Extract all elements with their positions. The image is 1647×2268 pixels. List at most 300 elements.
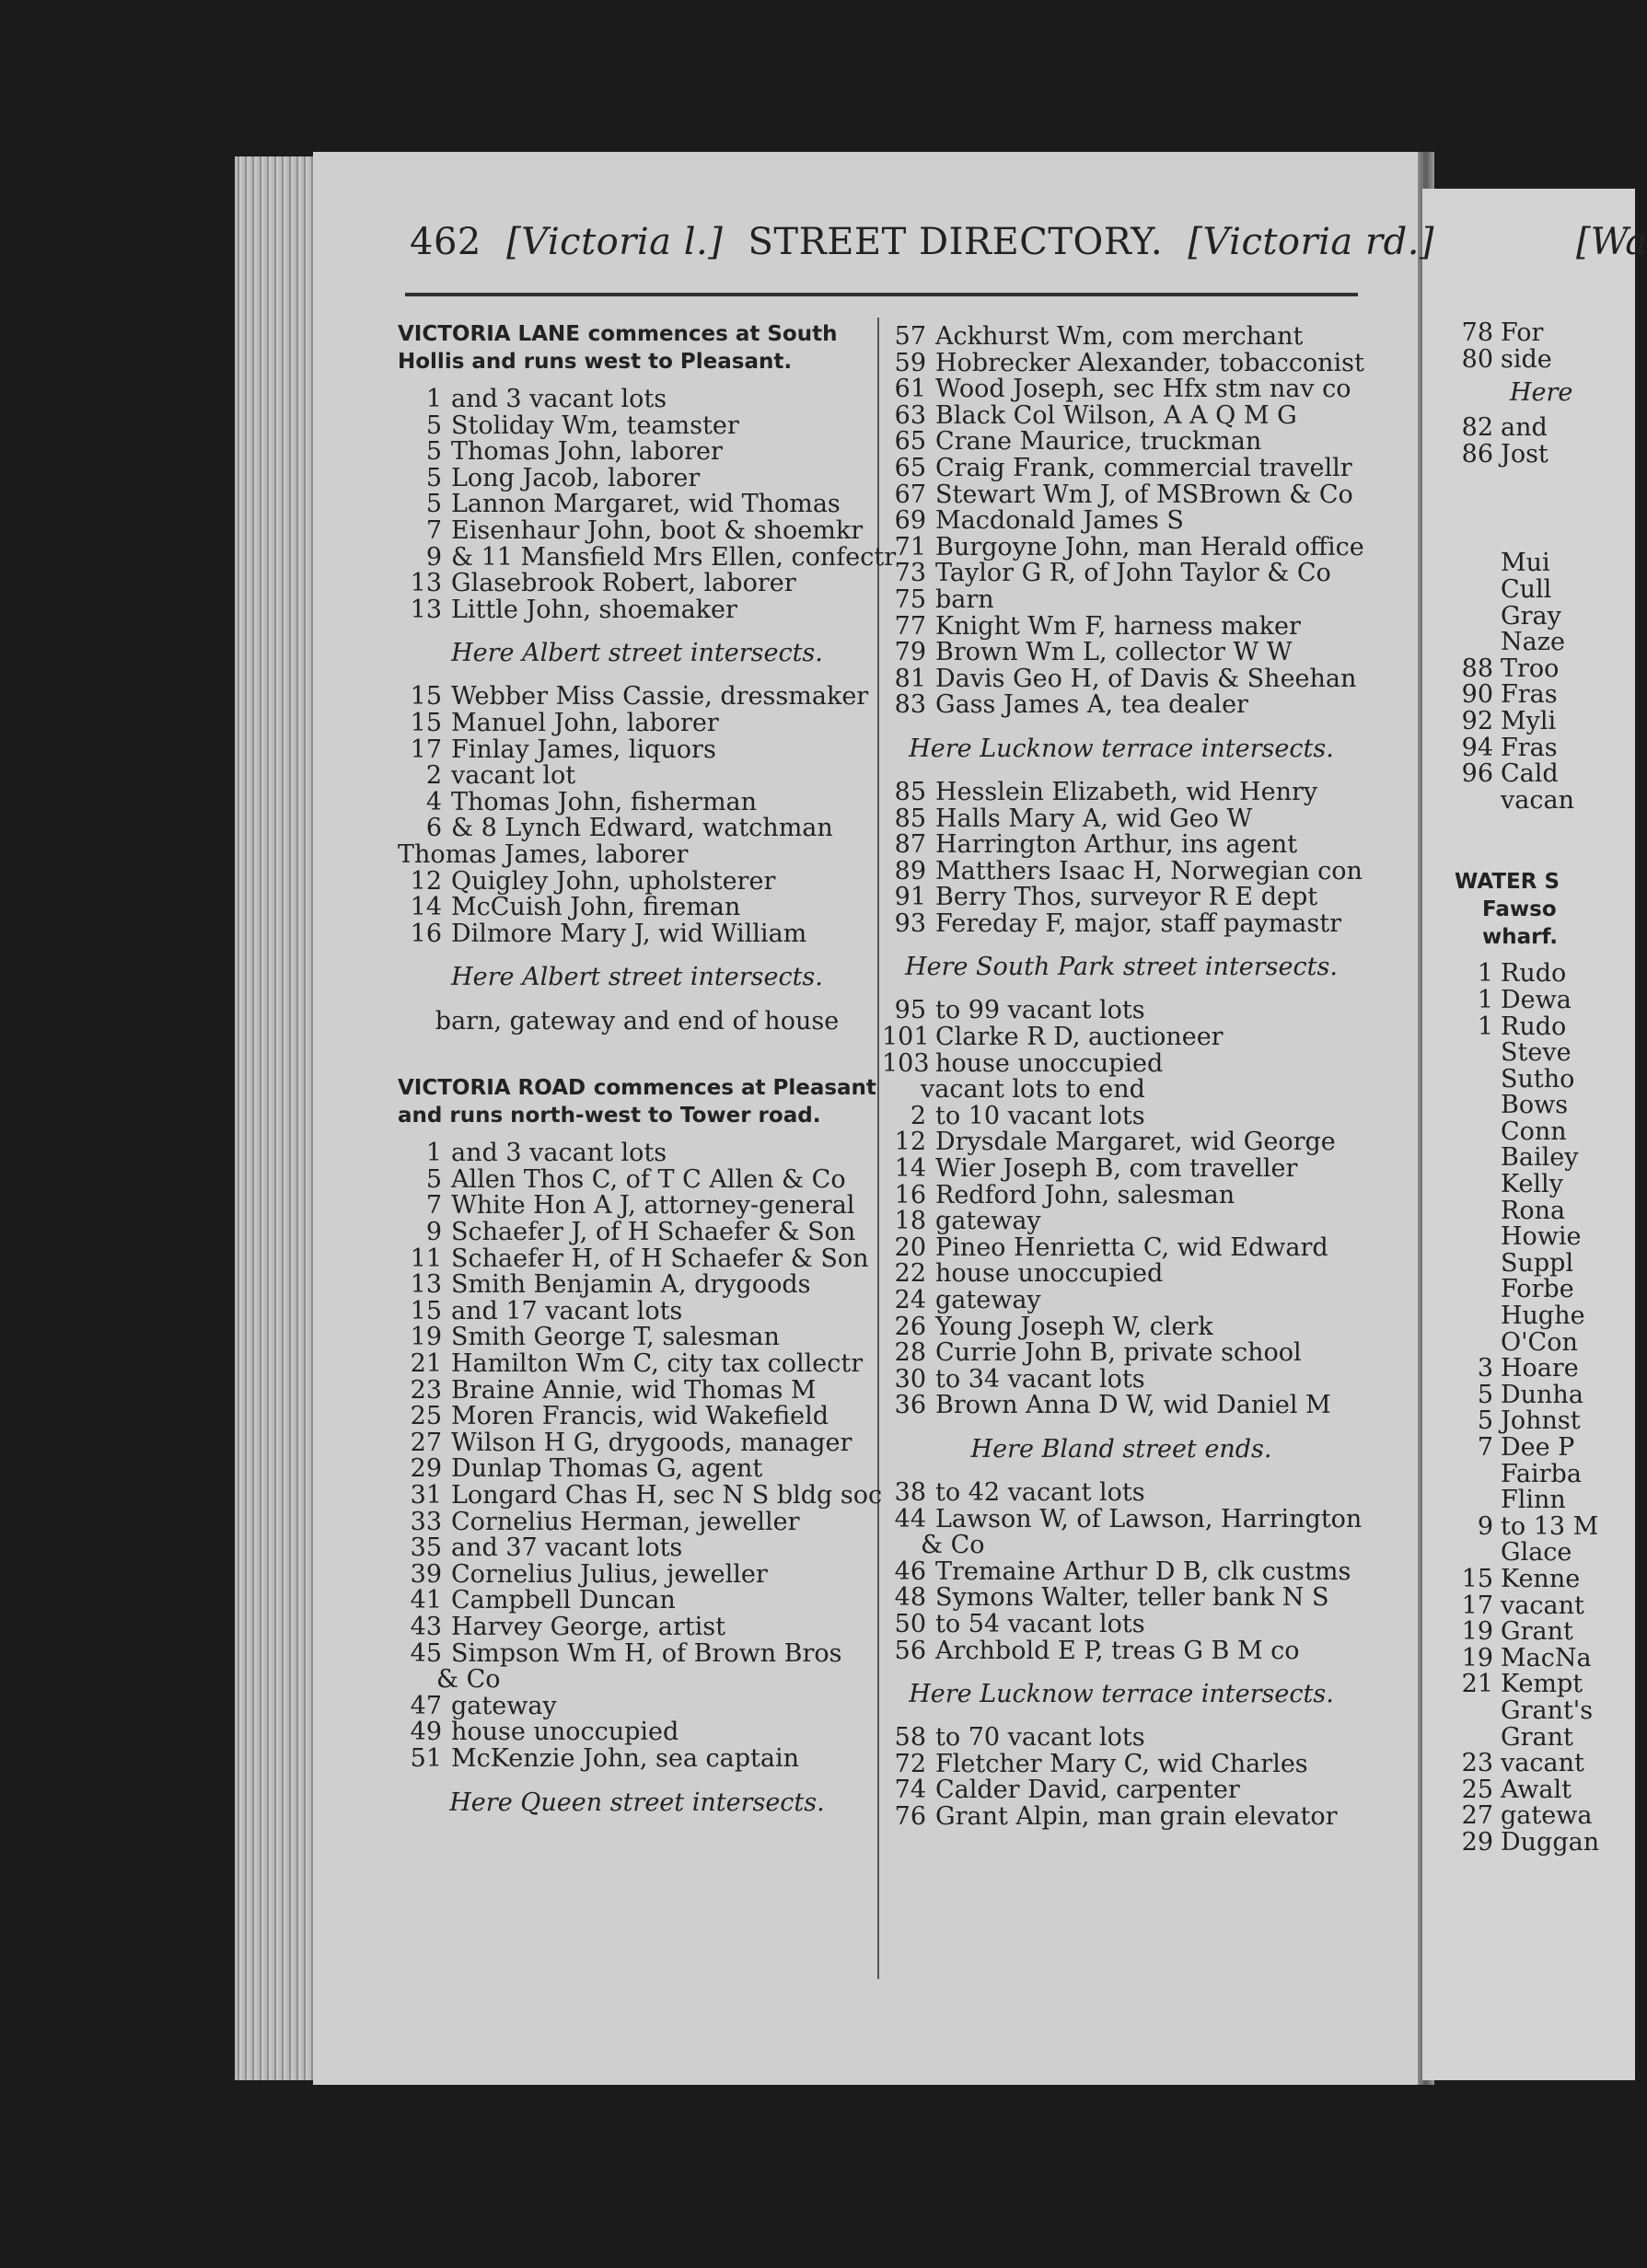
section-title: VICTORIA ROAD xyxy=(398,1076,586,1101)
list-item xyxy=(882,611,1361,641)
entry-text: McKenzie John, sea captain xyxy=(451,1743,800,1773)
entry-text: Black Col Wilson, A A Q M G xyxy=(935,400,1297,430)
house-number: 28 xyxy=(894,1338,926,1368)
list-item xyxy=(398,515,876,545)
house-number: 5 xyxy=(425,411,442,440)
entry-text: Fletcher Mary C, wid Charles xyxy=(935,1749,1308,1778)
fragment-line xyxy=(1455,1593,1599,1620)
fragment-line xyxy=(1455,1643,1599,1672)
house-number: 91 xyxy=(894,883,926,912)
entry-list xyxy=(882,1725,1361,1830)
house-number: 1 xyxy=(425,1139,442,1168)
list-item xyxy=(882,1585,1361,1612)
list-item xyxy=(398,1507,876,1536)
house-number: 20 xyxy=(894,1232,926,1262)
list-item xyxy=(882,1048,1361,1078)
fragment-text: Bows xyxy=(1501,1091,1569,1120)
fragment-text: Awalt xyxy=(1501,1775,1572,1804)
entry-text: Pineo Henrietta C, wid Edward xyxy=(935,1232,1328,1262)
house-number: 7 xyxy=(425,1191,442,1221)
house-number: 15 xyxy=(410,708,442,737)
house-number: 50 xyxy=(894,1609,926,1638)
intersection-note: Here Lucknow terrace intersects. xyxy=(909,1680,1334,1709)
list-item xyxy=(882,1288,1361,1314)
intersection-note: Here South Park street intersects. xyxy=(905,953,1338,982)
entry-text: and 3 vacant lots xyxy=(451,1139,667,1168)
fragment-line xyxy=(1455,1408,1599,1435)
entry-list xyxy=(398,684,876,842)
house-number: 57 xyxy=(894,322,926,351)
entry-text: Grant Alpin, man grain elevator xyxy=(935,1801,1338,1831)
fragment-text: Gray xyxy=(1501,601,1561,631)
entry-list xyxy=(398,1691,876,1773)
list-item xyxy=(398,1220,876,1246)
list-item xyxy=(882,348,1364,377)
entry-text: Eisenhaur John, boot & shoemkr xyxy=(451,515,864,545)
list-item xyxy=(398,463,876,492)
intersection-note: Here Bland street ends. xyxy=(970,1434,1272,1464)
fragment-line xyxy=(1455,550,1599,577)
fragment-line xyxy=(1455,1198,1599,1225)
list-item xyxy=(882,1232,1361,1262)
entry-text: house unoccupied xyxy=(935,1259,1164,1289)
fragment-text: Flinn xyxy=(1501,1486,1566,1515)
house-number: 45 xyxy=(410,1638,442,1668)
house-number: 72 xyxy=(894,1749,926,1778)
house-number: 88 xyxy=(1461,654,1493,683)
list-item xyxy=(882,1340,1361,1367)
house-number: 44 xyxy=(894,1504,926,1533)
house-number: 16 xyxy=(410,919,442,948)
section-title: VICTORIA LANE xyxy=(398,322,580,346)
house-number: 49 xyxy=(410,1718,442,1747)
fragment-line xyxy=(1455,1356,1599,1383)
fragment-text: vacant xyxy=(1501,1591,1584,1620)
entry-text: Symons Walter, teller bank N S xyxy=(935,1583,1329,1613)
house-number: 13 xyxy=(410,569,442,598)
fragment-line xyxy=(1455,1119,1599,1146)
house-number: 29 xyxy=(1461,1827,1493,1857)
fragment-line xyxy=(1455,1145,1599,1172)
list-item xyxy=(398,1193,876,1220)
list-item xyxy=(398,597,876,624)
list-item xyxy=(882,856,1363,885)
entry-continuation: vacant lots to end xyxy=(921,1075,1145,1105)
house-number: 87 xyxy=(894,830,926,860)
list-item xyxy=(398,571,876,597)
house-number: 41 xyxy=(410,1586,442,1615)
list-item xyxy=(398,1296,876,1325)
entry-text: Wilson H G, drygoods, manager xyxy=(451,1428,852,1457)
entry-text: Tremaine Arthur D B, clk custms xyxy=(935,1556,1351,1586)
house-number: 3 xyxy=(1477,1354,1493,1383)
fragment-section-desc: Fawso xyxy=(1482,897,1557,922)
entry-text: Harrington Arthur, ins agent xyxy=(935,830,1298,860)
fragment-text: gatewa xyxy=(1501,1801,1593,1831)
fragment-line xyxy=(1455,574,1599,604)
entry-text: Thomas James, laborer xyxy=(398,839,689,869)
fragment-line xyxy=(1455,961,1599,988)
entry-text: to 10 vacant lots xyxy=(935,1101,1145,1130)
house-number: 47 xyxy=(410,1691,442,1720)
house-number: 2 xyxy=(910,1101,926,1130)
entry-text: Longard Chas H, sec N S bldg soc xyxy=(451,1481,883,1510)
fragment-text: Cald xyxy=(1501,759,1559,789)
house-number: 9 xyxy=(425,1218,442,1247)
entry-list xyxy=(882,1101,1361,1420)
house-number: 39 xyxy=(410,1559,442,1589)
house-number: 27 xyxy=(410,1428,442,1457)
house-number: 5 xyxy=(1477,1380,1493,1409)
entry-text: Lawson W, of Lawson, Harrington xyxy=(935,1504,1363,1533)
entry-text: Braine Annie, wid Thomas M xyxy=(451,1375,817,1405)
house-number: 75 xyxy=(894,584,926,614)
entry-list xyxy=(398,385,897,624)
fragment-line xyxy=(1455,1827,1600,1857)
house-number: 95 xyxy=(894,996,926,1025)
end-line: barn, gateway and end of house xyxy=(435,1007,840,1036)
list-item xyxy=(882,1801,1361,1831)
entry-text: Smith George T, salesman xyxy=(451,1323,780,1352)
entry-text: Gass James A, tea dealer xyxy=(935,690,1248,720)
list-item xyxy=(398,1246,876,1273)
entry-text: Glasebrook Robert, laborer xyxy=(451,569,796,598)
intersection-note: Here Queen street intersects. xyxy=(449,1788,825,1817)
entry-text: to 34 vacant lots xyxy=(935,1364,1145,1394)
entry-text: Taylor G R, of John Taylor & Co xyxy=(935,559,1331,588)
house-number: 65 xyxy=(894,453,926,482)
entry-text: Hesslein Elizabeth, wid Henry xyxy=(935,777,1318,806)
list-item xyxy=(398,737,876,764)
entry-text: Wier Joseph B, com traveller xyxy=(935,1154,1298,1184)
entry-text: Currie John B, private school xyxy=(935,1338,1302,1368)
list-item xyxy=(882,1393,1361,1419)
entry-text: Hamilton Wm C, city tax collectr xyxy=(451,1349,864,1379)
fragment-line xyxy=(1455,1695,1599,1725)
entry-text: Hobrecker Alexander, tobacconist xyxy=(935,348,1364,377)
list-item xyxy=(882,1364,1361,1394)
list-item xyxy=(882,1024,1361,1051)
list-item xyxy=(882,832,1361,859)
fragment-text: Rudo xyxy=(1501,959,1567,989)
entry-text: Brown Wm L, collector W W xyxy=(935,638,1293,667)
list-item xyxy=(882,1209,1361,1235)
fragment-text: Kenne xyxy=(1501,1564,1581,1593)
entry-text: Cornelius Julius, jeweller xyxy=(451,1559,768,1589)
list-item xyxy=(398,387,876,413)
house-number: 12 xyxy=(894,1128,926,1157)
house-number: 26 xyxy=(894,1312,926,1341)
entry-text: Young Joseph W, clerk xyxy=(935,1312,1213,1341)
house-number: 46 xyxy=(894,1556,926,1586)
fragment-text: Fairba xyxy=(1501,1459,1582,1488)
entry-text: Lannon Margaret, wid Thomas xyxy=(451,490,841,519)
entry-text: Calder David, carpenter xyxy=(935,1776,1240,1805)
fragment-section-title: WATER S xyxy=(1455,870,1560,895)
list-item xyxy=(398,921,876,948)
house-number: 2 xyxy=(425,761,442,791)
fragment-line xyxy=(1455,1093,1599,1119)
list-item xyxy=(882,885,1361,911)
list-item xyxy=(882,400,1361,430)
entry-text: Ackhurst Wm, com merchant xyxy=(935,322,1304,351)
house-number: 11 xyxy=(410,1244,442,1273)
house-number: 85 xyxy=(894,777,926,806)
entry-text: Macdonald James S xyxy=(935,506,1184,536)
list-item xyxy=(398,708,876,737)
list-item xyxy=(398,895,876,921)
house-number: 61 xyxy=(894,375,926,404)
fragment-text: For xyxy=(1501,318,1544,347)
section-description: commences at South Hollis and runs west to Pleasant. xyxy=(398,322,838,374)
fragment-text: Suppl xyxy=(1501,1248,1574,1278)
entry-text: Finlay James, liquors xyxy=(451,735,716,764)
house-number: 79 xyxy=(894,638,926,667)
entry-list xyxy=(882,1556,1361,1665)
entry-text: Halls Mary A, wid Geo W xyxy=(935,804,1253,833)
entry-list xyxy=(882,777,1363,938)
fragment-line xyxy=(1455,1248,1599,1278)
entry-text: Stoliday Wm, teamster xyxy=(451,411,739,440)
fragment-text: Steve xyxy=(1501,1038,1572,1068)
entry-text: Simpson Wm H, of Brown Bros xyxy=(451,1638,842,1668)
fragment-line xyxy=(1455,1040,1599,1067)
list-item xyxy=(882,1314,1361,1341)
fragment-list xyxy=(1455,1040,1599,1356)
house-number: 16 xyxy=(894,1180,926,1209)
house-number: 21 xyxy=(1461,1670,1493,1699)
entry-text: Manuel John, laborer xyxy=(451,708,719,737)
house-number: 94 xyxy=(1461,733,1493,762)
fragment-text: Grant xyxy=(1501,1617,1573,1647)
fragment-list xyxy=(1455,550,1599,655)
entry-text: Matthers Isaac H, Norwegian con xyxy=(935,856,1363,885)
entry-text: Dunlap Thomas G, agent xyxy=(451,1454,763,1484)
house-number: 21 xyxy=(410,1349,442,1379)
entry-list xyxy=(882,322,1364,720)
fragment-line xyxy=(1455,1487,1599,1514)
list-item xyxy=(398,1404,876,1430)
house-number: 4 xyxy=(425,787,442,816)
list-item xyxy=(882,640,1361,666)
entry-text: Webber Miss Cassie, dressmaker xyxy=(451,682,869,712)
house-number: 58 xyxy=(894,1723,926,1753)
fragment-text: Fras xyxy=(1501,733,1558,762)
house-number: 12 xyxy=(410,866,442,896)
fragment-line xyxy=(1455,1064,1599,1094)
house-number: 63 xyxy=(894,400,926,430)
house-number: 27 xyxy=(1461,1801,1493,1831)
house-number: 82 xyxy=(1461,413,1493,443)
fragment-text: Troo xyxy=(1501,654,1560,683)
entry-text: Stewart Wm J, of MSBrown & Co xyxy=(935,480,1353,509)
fragment-text: vacant xyxy=(1501,1749,1584,1778)
house-number: 19 xyxy=(1461,1643,1493,1672)
fragment-text: Grant xyxy=(1501,1722,1573,1752)
house-number: 1 xyxy=(1477,985,1493,1014)
house-number: 14 xyxy=(410,893,442,922)
house-number: 56 xyxy=(894,1636,926,1665)
fragment-text: Jost xyxy=(1501,439,1548,469)
house-number: 5 xyxy=(425,437,442,467)
fragment-line xyxy=(1455,1777,1599,1804)
fragment-line xyxy=(1455,439,1599,469)
list-item xyxy=(398,1351,876,1378)
house-number: 51 xyxy=(410,1743,442,1773)
list-item xyxy=(882,806,1361,833)
list-item xyxy=(398,1272,876,1299)
house-number: 96 xyxy=(1461,759,1493,789)
list-item xyxy=(398,763,876,790)
next-page-column xyxy=(1455,320,1599,1857)
list-item xyxy=(882,1725,1361,1752)
house-number: 89 xyxy=(894,856,926,885)
fragment-text: Kelly xyxy=(1501,1170,1563,1199)
fragment-text: Johnst xyxy=(1501,1406,1581,1436)
page-edges xyxy=(235,156,318,2080)
fragment-line xyxy=(1455,1435,1599,1462)
house-number: 24 xyxy=(894,1286,926,1314)
entry-text: to 54 vacant lots xyxy=(935,1609,1145,1638)
fragment-line xyxy=(1455,656,1599,683)
list-item xyxy=(882,324,1361,351)
house-number: 78 xyxy=(1461,318,1493,347)
house-number: 5 xyxy=(425,1164,442,1194)
fragment-note: Here xyxy=(1510,378,1573,408)
entry-list xyxy=(882,1477,1363,1533)
right-bracket-range: [Victoria rd.] xyxy=(1188,221,1435,263)
fragment-text: Grant's xyxy=(1501,1695,1594,1725)
list-item xyxy=(398,1719,876,1746)
fragment-text: MacNa xyxy=(1501,1643,1592,1672)
house-number: 92 xyxy=(1461,706,1493,735)
house-number: 30 xyxy=(894,1364,926,1394)
fragment-line xyxy=(1455,1511,1599,1541)
entry-text: Burgoyne John, man Herald office xyxy=(935,532,1364,561)
fragment-line xyxy=(1455,1540,1599,1567)
fragment-line xyxy=(1455,1459,1599,1488)
house-number: 35 xyxy=(410,1533,442,1563)
fragment-line xyxy=(1455,735,1599,762)
entry-text: McCuish John, fireman xyxy=(451,893,741,922)
house-number: 80 xyxy=(1461,344,1493,374)
list-item xyxy=(882,1129,1361,1156)
fragment-list xyxy=(1455,320,1599,373)
house-number: 6 xyxy=(425,814,442,843)
house-number: 13 xyxy=(410,595,442,624)
list-item xyxy=(398,439,876,466)
house-number: 76 xyxy=(894,1801,926,1831)
house-number: 31 xyxy=(410,1481,442,1510)
fragment-list xyxy=(1455,961,1599,1040)
right-column xyxy=(882,322,1364,1831)
house-number: 103 xyxy=(882,1048,930,1078)
entry-text: Thomas John, fisherman xyxy=(451,787,758,816)
fragment-text: Forbe xyxy=(1501,1275,1574,1304)
house-number: 23 xyxy=(1461,1749,1493,1778)
page-header xyxy=(410,221,1435,263)
list-item xyxy=(398,413,876,440)
list-item xyxy=(882,1609,1361,1638)
entry-text: house unoccupied xyxy=(451,1718,679,1747)
fragment-text: Rudo xyxy=(1501,1012,1567,1041)
entry-text: Davis Geo H, of Davis & Sheehan xyxy=(935,664,1357,693)
fragment-list xyxy=(1455,1356,1599,1461)
fragment-line xyxy=(1455,320,1599,347)
fragment-line xyxy=(1455,1172,1599,1198)
entry-continuation: & Co xyxy=(921,1531,985,1560)
list-item xyxy=(398,1559,876,1589)
entry-text: Dilmore Mary J, wid William xyxy=(451,919,807,948)
list-item xyxy=(398,839,876,869)
list-item xyxy=(398,1430,876,1457)
entry-text: house unoccupied xyxy=(935,1048,1164,1078)
entry-text: gateway xyxy=(935,1286,1041,1314)
house-number: 18 xyxy=(894,1207,926,1236)
list-item xyxy=(882,532,1364,561)
fragment-line xyxy=(1455,1722,1599,1752)
house-number: 17 xyxy=(1461,1591,1493,1620)
list-item xyxy=(882,908,1361,938)
entry-text: Craig Frank, commercial travellr xyxy=(935,453,1352,482)
fragment-section-desc: wharf. xyxy=(1482,925,1558,950)
house-number: 29 xyxy=(410,1454,442,1484)
fragment-text: Bailey xyxy=(1501,1143,1579,1173)
fragment-text: Cull xyxy=(1501,574,1552,604)
fragment-text: Dewa xyxy=(1501,985,1572,1014)
house-number: 85 xyxy=(894,804,926,833)
list-item xyxy=(882,1101,1361,1130)
header-rule xyxy=(405,293,1358,296)
left-bracket-range: [Victoria l.] xyxy=(506,221,724,263)
list-item xyxy=(882,376,1361,403)
list-item xyxy=(882,1777,1361,1804)
entry-text: to 42 vacant lots xyxy=(935,1477,1145,1507)
house-number: 90 xyxy=(1461,680,1493,710)
list-item xyxy=(398,1743,876,1773)
fragment-text: Kempt xyxy=(1501,1670,1583,1699)
fragment-line xyxy=(1455,1014,1599,1041)
house-number: 59 xyxy=(894,348,926,377)
house-number: 9 xyxy=(425,542,442,572)
list-item xyxy=(398,1614,876,1641)
house-number: 43 xyxy=(410,1612,442,1641)
list-item xyxy=(398,542,897,572)
fragment-line xyxy=(1455,1619,1599,1646)
fragment-line xyxy=(1455,761,1599,788)
house-number: 5 xyxy=(425,490,442,519)
entry-text: Crane Maurice, truckman xyxy=(935,427,1262,457)
fragment-line xyxy=(1455,1277,1599,1303)
entry-text: Allen Thos C, of T C Allen & Co xyxy=(451,1164,846,1194)
entry-list xyxy=(398,1139,883,1668)
entry-text: Berry Thos, surveyor R E dept xyxy=(935,883,1318,912)
list-item xyxy=(882,777,1361,806)
house-number: 101 xyxy=(882,1023,930,1052)
house-number: 38 xyxy=(894,1477,926,1507)
victoria-road-heading xyxy=(398,1074,876,1129)
list-item xyxy=(882,1180,1361,1209)
list-item xyxy=(882,1261,1361,1288)
fragment-text: Mui xyxy=(1501,549,1550,578)
house-number: 36 xyxy=(894,1391,926,1420)
house-number: 67 xyxy=(894,480,926,509)
entry-list xyxy=(398,866,876,948)
house-number: 86 xyxy=(1461,439,1493,469)
house-number: 65 xyxy=(894,427,926,457)
fragment-text: Duggan xyxy=(1501,1827,1600,1857)
house-number: 1 xyxy=(1477,959,1493,989)
